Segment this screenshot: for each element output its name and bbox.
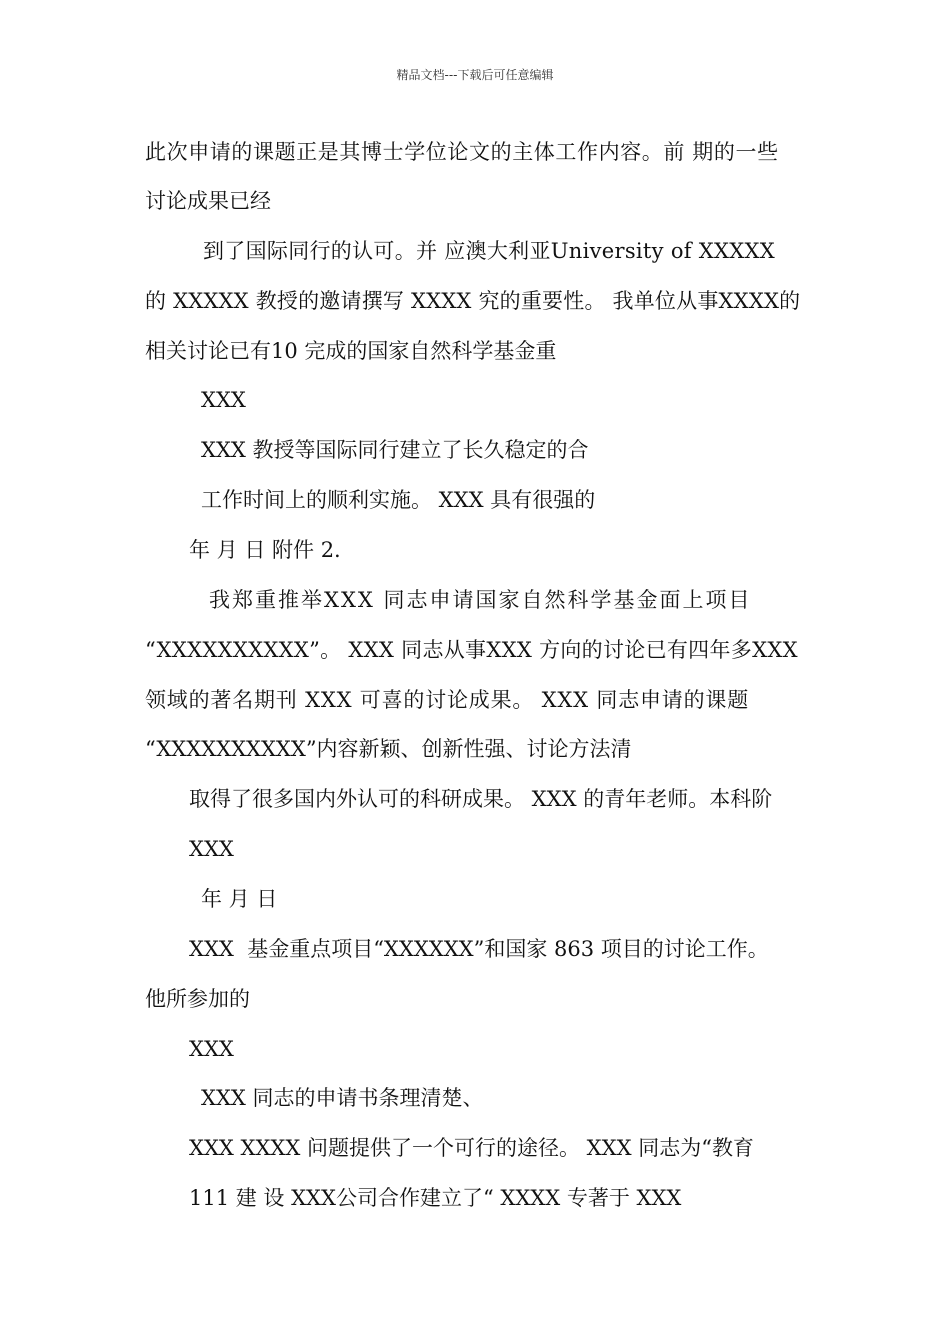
text-line: XXX [201,388,246,412]
text-line: XXX 同志的申请书条理清楚、 [201,1086,484,1110]
text-line: XXX [189,1037,234,1061]
text-line: 111 建 设 XXX公司合作建立了“ XXXX 专著于 XXX [189,1186,682,1210]
text-line: 我郑重推举XXX 同志申请国家自然科学基金面上项目 [209,588,752,612]
text-line: XXX 基金重点项目“XXXXXX”和国家 863 项目的讨论工作。 [189,937,769,961]
text-line: XXX [189,837,234,861]
text-line: “XXXXXXXXXX”内容新颖、创新性强、讨论方法清 [145,737,632,761]
page-header: 精品文档---下载后可任意编辑 [396,68,554,82]
text-line: 年 月 日 附件 2. [189,538,341,562]
text-line: 他所参加的 [145,987,250,1011]
text-line: 此次申请的课题正是其博士学位论文的主体工作内容。前 期的一些 [145,140,779,164]
text-line: XXX 教授等国际同行建立了长久稳定的合 [201,438,589,462]
text-line: 的 XXXXX 教授的邀请撰写 XXXX 究的重要性。 我单位从事XXXX的 [145,289,801,313]
text-line: 领域的著名期刊 XXX 可喜的讨论成果。 XXX 同志申请的课题 [145,688,749,712]
text-line: 到了国际同行的认可。并 应澳大利亚University of XXXXX [203,239,776,263]
text-line: XXX XXXX 问题提供了一个可行的途径。 XXX 同志为“教育 [189,1136,754,1160]
text-line: 年 月 日 [201,887,278,911]
text-line: 相关讨论已有10 完成的国家自然科学基金重 [145,339,557,363]
text-line: 工作时间上的顺利实施。 XXX 具有很强的 [201,488,596,512]
text-line: “XXXXXXXXXX”。 XXX 同志从事XXX 方向的讨论已有四年多XXX [145,638,798,662]
text-line: 取得了很多国内外认可的科研成果。 XXX 的青年老师。本科阶 [189,787,773,811]
text-line: 讨论成果已经 [145,189,271,213]
